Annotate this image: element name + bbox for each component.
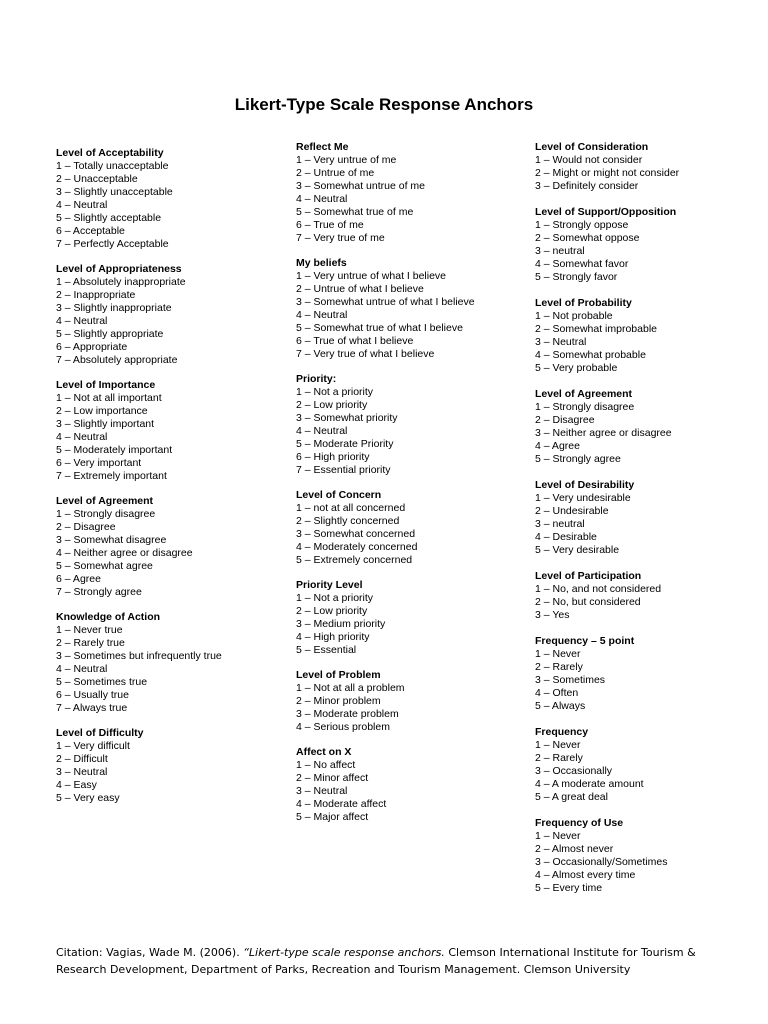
- scale-heading: Frequency – 5 point: [535, 635, 635, 647]
- citation-work: “Likert-type scale response anchors.: [243, 946, 445, 959]
- scale-items: [296, 270, 475, 361]
- scale-item: 1 – Totally unacceptable: [56, 160, 169, 172]
- scale-item: 3 – Somewhat untrue of what I believe: [296, 296, 475, 308]
- scale-section: [535, 635, 679, 713]
- scale-item: 3 – Slightly inappropriate: [56, 302, 172, 314]
- scale-item: 4 – Desirable: [535, 531, 597, 543]
- scale-heading: Level of Importance: [56, 379, 156, 391]
- scale-heading: Level of Desirability: [535, 479, 635, 491]
- scale-item: 1 – Absolutely inappropriate: [56, 276, 186, 288]
- scale-items: [535, 583, 679, 622]
- scale-item: 4 – Easy: [56, 779, 97, 791]
- scale-item: 5 – Always: [535, 700, 586, 712]
- scale-item: 7 – Very true of what I believe: [296, 348, 435, 360]
- scale-item: 2 – Untrue of me: [296, 167, 375, 179]
- scale-items: [56, 276, 222, 367]
- scale-item: 1 – Not probable: [535, 310, 613, 322]
- scale-item: 4 – Neutral: [56, 663, 108, 675]
- scale-item: 2 – Minor problem: [296, 695, 381, 707]
- column-2: [296, 141, 475, 836]
- scale-item: 4 – Neither agree or disagree: [56, 547, 193, 559]
- scale-item: 2 – Undesirable: [535, 505, 609, 517]
- scale-section: [296, 373, 475, 477]
- scale-items: [296, 502, 475, 567]
- scale-item: 3 – Neutral: [296, 785, 348, 797]
- scale-items: [535, 739, 679, 804]
- scale-item: 1 – Very undesirable: [535, 492, 631, 504]
- scale-heading: Level of Probability: [535, 297, 632, 309]
- scale-heading: Affect on X: [296, 746, 352, 758]
- scale-items: [535, 830, 679, 895]
- scale-item: 5 – Moderately important: [56, 444, 173, 456]
- scale-heading: Frequency of Use: [535, 817, 624, 829]
- scale-section: [535, 570, 679, 622]
- scale-item: 4 – Agree: [535, 440, 580, 452]
- scale-section: [535, 388, 679, 466]
- scale-items: [56, 392, 222, 483]
- scale-item: 1 – Very difficult: [56, 740, 130, 752]
- scale-items: [296, 154, 475, 245]
- scale-item: 6 – High priority: [296, 451, 370, 463]
- scale-item: 1 – Very untrue of what I believe: [296, 270, 447, 282]
- scale-item: 3 – Medium priority: [296, 618, 386, 630]
- scale-item: 4 – High priority: [296, 631, 370, 643]
- scale-heading: Level of Concern: [296, 489, 382, 501]
- scale-item: 7 – Essential priority: [296, 464, 391, 476]
- scale-items: [296, 592, 475, 657]
- scale-item: 3 – Neutral: [535, 336, 587, 348]
- citation: [56, 944, 736, 978]
- scale-item: 2 – Unacceptable: [56, 173, 138, 185]
- scale-item: 1 – No affect: [296, 759, 356, 771]
- scale-item: 5 – Strongly agree: [535, 453, 621, 465]
- scale-item: 2 – Might or might not consider: [535, 167, 680, 179]
- scale-section: [56, 147, 222, 251]
- scale-section: [296, 257, 475, 361]
- scale-item: 2 – Somewhat improbable: [535, 323, 657, 335]
- scale-item: 1 – Not a priority: [296, 592, 374, 604]
- scale-item: 3 – Yes: [535, 609, 570, 621]
- scale-heading: Level of Acceptability: [56, 147, 164, 159]
- column-1: [56, 147, 222, 817]
- scale-item: 4 – Neutral: [296, 193, 348, 205]
- scale-items: [56, 508, 222, 599]
- scale-heading: Level of Difficulty: [56, 727, 144, 739]
- scale-section: [535, 141, 679, 193]
- scale-item: 7 – Extremely important: [56, 470, 167, 482]
- scale-heading: Level of Participation: [535, 570, 642, 582]
- scale-heading: Level of Consideration: [535, 141, 649, 153]
- scale-item: 3 – neutral: [535, 245, 585, 257]
- citation-author: Vagias, Wade M. (2006).: [102, 946, 244, 959]
- page-title: Likert-Type Scale Response Anchors: [234, 95, 534, 114]
- scale-item: 5 – Somewhat agree: [56, 560, 153, 572]
- scale-items: [296, 386, 475, 477]
- scale-item: 4 – Neutral: [56, 315, 108, 327]
- scale-item: 1 – Not at all a problem: [296, 682, 405, 694]
- scale-section: [56, 379, 222, 483]
- scale-item: 5 – Slightly appropriate: [56, 328, 164, 340]
- scale-items: [56, 624, 222, 715]
- scale-items: [56, 740, 222, 805]
- scale-item: 2 – Disagree: [535, 414, 595, 426]
- scale-item: 6 – True of me: [296, 219, 364, 231]
- scale-heading: Knowledge of Action: [56, 611, 161, 623]
- scale-item: 4 – Neutral: [296, 309, 348, 321]
- scale-heading: Level of Problem: [296, 669, 381, 681]
- scale-item: 2 – Inappropriate: [56, 289, 136, 301]
- scale-item: 4 – Serious problem: [296, 721, 390, 733]
- scale-item: 1 – Would not consider: [535, 154, 643, 166]
- scale-section: [296, 669, 475, 734]
- scale-item: 5 – Somewhat true of me: [296, 206, 414, 218]
- scale-section: [535, 206, 679, 284]
- scale-section: [535, 726, 679, 804]
- scale-item: 5 – Very desirable: [535, 544, 620, 556]
- scale-heading: Level of Appropriateness: [56, 263, 182, 275]
- scale-section: [296, 141, 475, 245]
- scale-section: [296, 489, 475, 567]
- scale-item: 1 – Strongly disagree: [535, 401, 635, 413]
- citation-label: Citation:: [56, 946, 103, 959]
- scale-item: 1 – Never: [535, 648, 581, 660]
- scale-item: 2 – Untrue of what I believe: [296, 283, 424, 295]
- scale-item: 4 – Neutral: [296, 425, 348, 437]
- scale-items: [296, 759, 475, 824]
- scale-items: [296, 682, 475, 734]
- scale-items: [535, 648, 679, 713]
- scale-item: 1 – Not at all important: [56, 392, 162, 404]
- scale-item: 3 – Somewhat untrue of me: [296, 180, 425, 192]
- scale-item: 2 – Low importance: [56, 405, 148, 417]
- scale-item: 2 – Rarely true: [56, 637, 125, 649]
- scale-item: 2 – Minor affect: [296, 772, 369, 784]
- scale-item: 5 – Extremely concerned: [296, 554, 413, 566]
- scale-heading: Level of Agreement: [56, 495, 154, 507]
- scale-item: 2 – Difficult: [56, 753, 108, 765]
- scale-item: 5 – Major affect: [296, 811, 369, 823]
- scale-item: 5 – Every time: [535, 882, 603, 894]
- scale-item: 5 – Very probable: [535, 362, 618, 374]
- scale-item: 2 – Slightly concerned: [296, 515, 400, 527]
- scale-item: 1 – Strongly oppose: [535, 219, 629, 231]
- scale-item: 3 – Somewhat concerned: [296, 528, 416, 540]
- scale-item: 1 – No, and not considered: [535, 583, 662, 595]
- scale-item: 2 – Rarely: [535, 661, 583, 673]
- scale-item: 5 – Strongly favor: [535, 271, 618, 283]
- scale-item: 3 – Neutral: [56, 766, 108, 778]
- scale-heading: Frequency: [535, 726, 589, 738]
- scale-section: [535, 479, 679, 557]
- scale-item: 5 – Somewhat true of what I believe: [296, 322, 463, 334]
- scale-item: 1 – Very untrue of me: [296, 154, 397, 166]
- scale-item: 7 – Always true: [56, 702, 128, 714]
- scale-item: 2 – Low priority: [296, 399, 368, 411]
- scale-item: 4 – Often: [535, 687, 579, 699]
- scale-item: 2 – Somewhat oppose: [535, 232, 640, 244]
- scale-item: 3 – Slightly unacceptable: [56, 186, 173, 198]
- scale-item: 3 – Slightly important: [56, 418, 155, 430]
- scale-items: [535, 401, 679, 466]
- scale-item: 4 – A moderate amount: [535, 778, 644, 790]
- scale-item: 6 – Usually true: [56, 689, 129, 701]
- scale-item: 2 – Rarely: [535, 752, 583, 764]
- scale-items: [535, 219, 679, 284]
- scale-item: 6 – Agree: [56, 573, 101, 585]
- scale-item: 7 – Perfectly Acceptable: [56, 238, 169, 250]
- scale-section: [535, 817, 679, 895]
- scale-item: 7 – Very true of me: [296, 232, 385, 244]
- scale-section: [535, 297, 679, 375]
- scale-heading: Priority Level: [296, 579, 363, 591]
- scale-heading: Priority:: [296, 373, 337, 385]
- scale-items: [56, 160, 222, 251]
- scale-item: 2 – No, but considered: [535, 596, 641, 608]
- scale-section: [56, 263, 222, 367]
- scale-item: 4 – Almost every time: [535, 869, 636, 881]
- scale-item: 3 – Sometimes but infrequently true: [56, 650, 222, 662]
- scale-item: 4 – Somewhat probable: [535, 349, 646, 361]
- scale-item: 5 – Essential: [296, 644, 357, 656]
- scale-item: 6 – True of what I believe: [296, 335, 414, 347]
- scale-item: 4 – Neutral: [56, 431, 108, 443]
- scale-item: 6 – Appropriate: [56, 341, 128, 353]
- scale-items: [535, 310, 679, 375]
- scale-item: 3 – neutral: [535, 518, 585, 530]
- scale-heading: Reflect Me: [296, 141, 349, 153]
- scale-item: 7 – Strongly agree: [56, 586, 142, 598]
- scale-item: 6 – Very important: [56, 457, 142, 469]
- scale-heading: My beliefs: [296, 257, 347, 269]
- scale-section: [296, 579, 475, 657]
- scale-item: 4 – Moderate affect: [296, 798, 387, 810]
- scale-item: 3 – Occasionally: [535, 765, 613, 777]
- scale-section: [296, 746, 475, 824]
- scale-item: 2 – Low priority: [296, 605, 368, 617]
- scale-item: 4 – Neutral: [56, 199, 108, 211]
- scale-item: 2 – Almost never: [535, 843, 614, 855]
- scale-item: 2 – Disagree: [56, 521, 116, 533]
- scale-item: 3 – Somewhat disagree: [56, 534, 167, 546]
- scale-item: 5 – Slightly acceptable: [56, 212, 162, 224]
- scale-item: 5 – Moderate Priority: [296, 438, 394, 450]
- scale-item: 4 – Somewhat favor: [535, 258, 629, 270]
- scale-item: 7 – Absolutely appropriate: [56, 354, 178, 366]
- scale-items: [535, 492, 679, 557]
- scale-item: 3 – Sometimes: [535, 674, 606, 686]
- scale-item: 1 – Not a priority: [296, 386, 374, 398]
- scale-item: 1 – Never true: [56, 624, 123, 636]
- scale-items: [535, 154, 679, 193]
- scale-item: 5 – Very easy: [56, 792, 120, 804]
- column-3: [535, 141, 679, 908]
- scale-item: 4 – Moderately concerned: [296, 541, 418, 553]
- citation-publisher: Clemson International Institute for Tourism & Research Development, Department of Parks, Recreation and Tourism Management. Clemson University: [56, 946, 696, 976]
- scale-section: [56, 495, 222, 599]
- scale-item: 3 – Somewhat priority: [296, 412, 398, 424]
- scale-item: 5 – A great deal: [535, 791, 608, 803]
- scale-item: 1 – not at all concerned: [296, 502, 406, 514]
- scale-item: 3 – Definitely consider: [535, 180, 639, 192]
- scale-section: [56, 727, 222, 805]
- scale-item: 5 – Sometimes true: [56, 676, 148, 688]
- scale-item: 6 – Acceptable: [56, 225, 125, 237]
- scale-section: [56, 611, 222, 715]
- scale-item: 3 – Moderate problem: [296, 708, 399, 720]
- scale-heading: Level of Agreement: [535, 388, 633, 400]
- scale-item: 1 – Never: [535, 739, 581, 751]
- scale-item: 3 – Neither agree or disagree: [535, 427, 672, 439]
- scale-item: 1 – Strongly disagree: [56, 508, 156, 520]
- scale-item: 3 – Occasionally/Sometimes: [535, 856, 668, 868]
- scale-item: 1 – Never: [535, 830, 581, 842]
- scale-heading: Level of Support/Opposition: [535, 206, 677, 218]
